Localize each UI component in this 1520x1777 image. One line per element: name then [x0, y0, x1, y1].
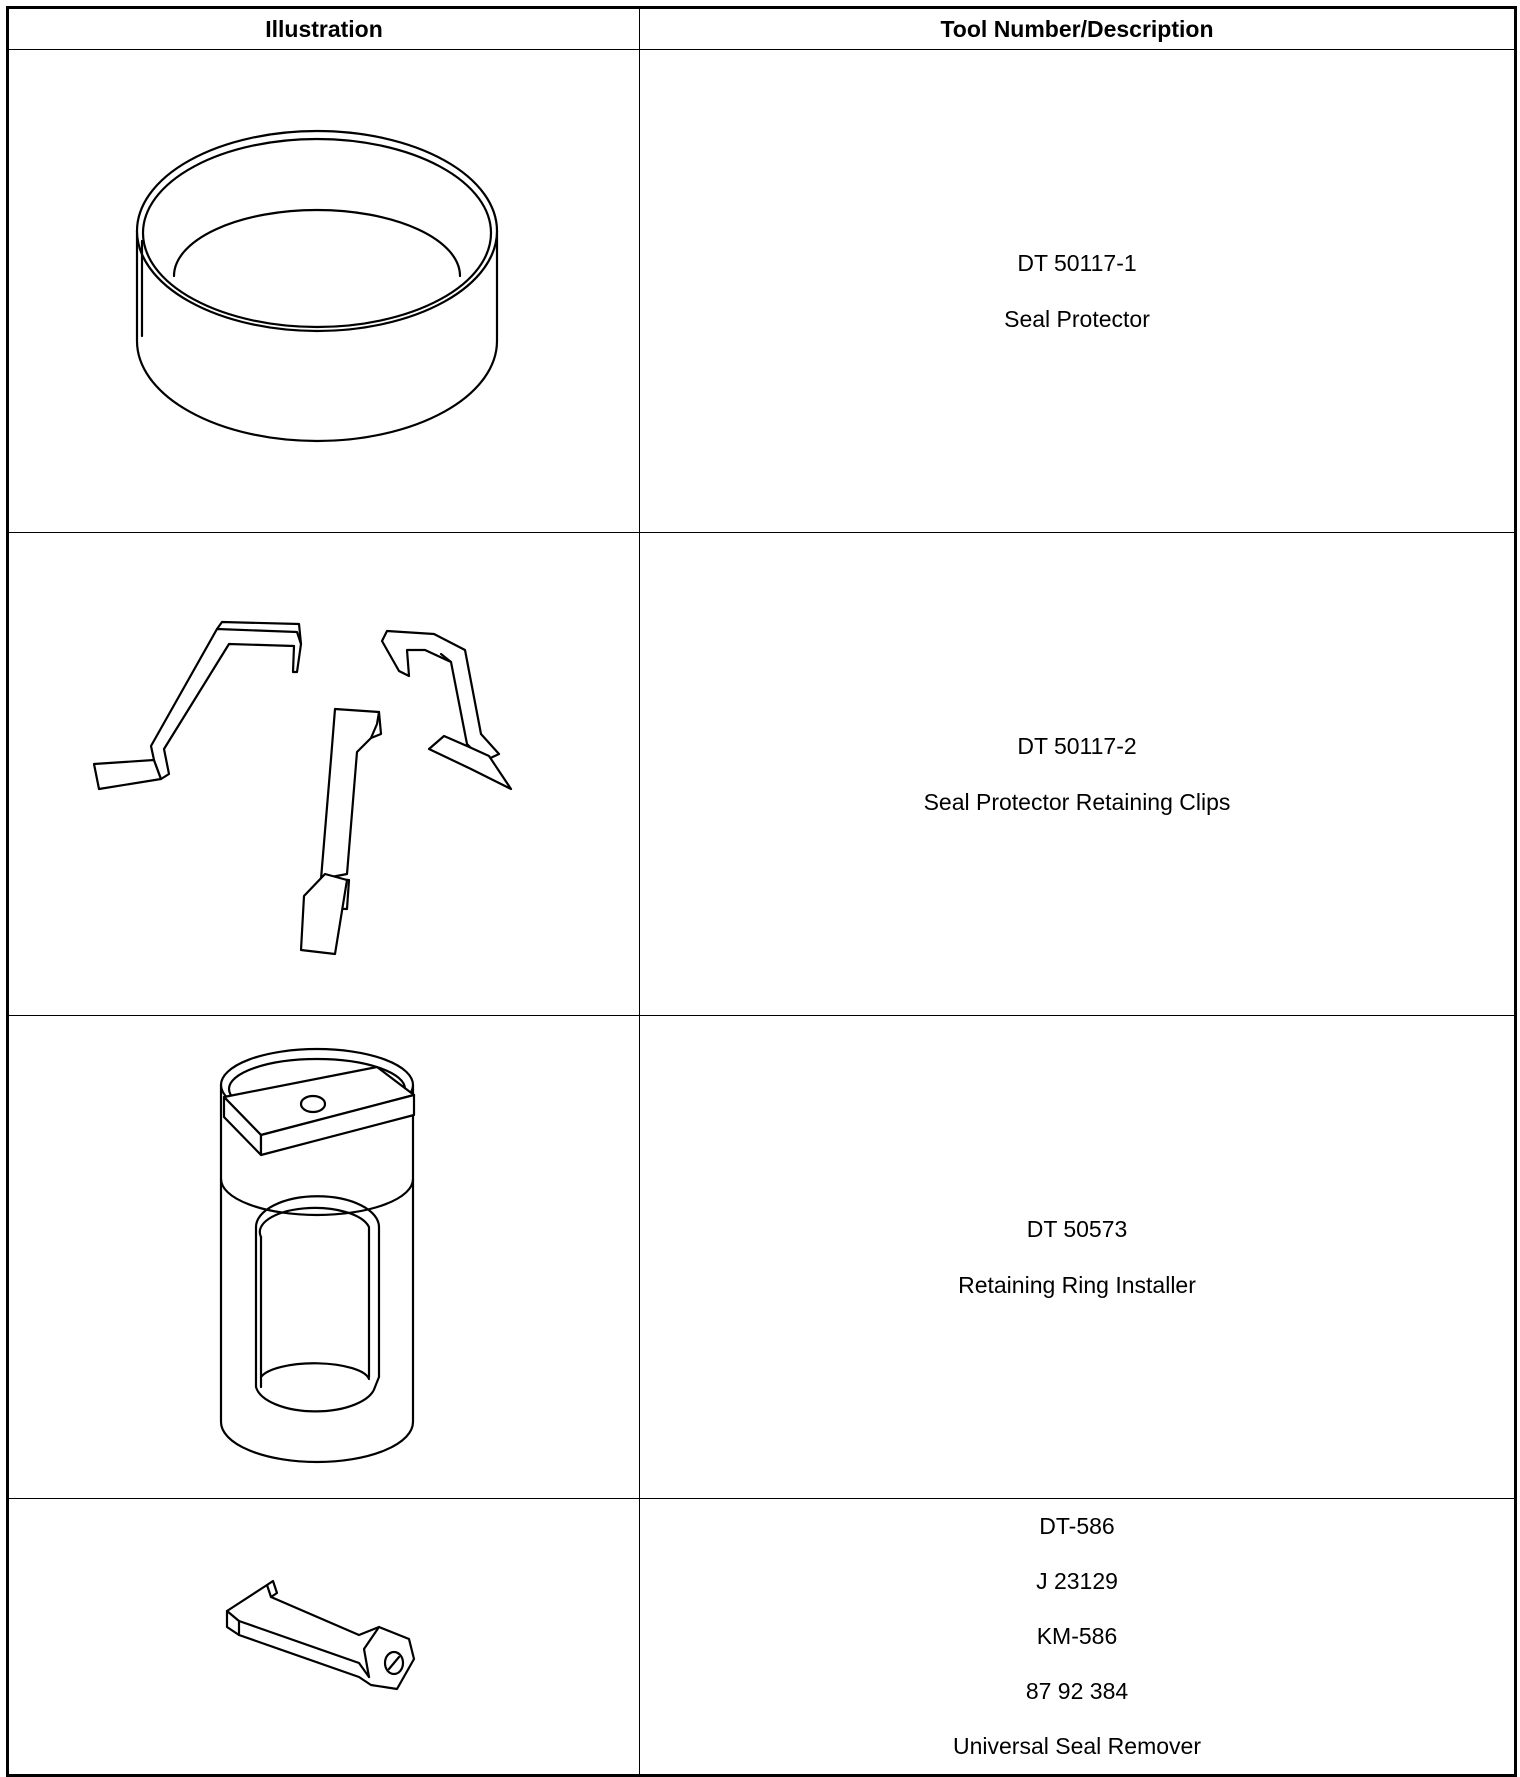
tool-description-cell [640, 533, 1516, 1016]
tool-number: DT 50573 [1026, 1216, 1128, 1242]
tool-description: Retaining Ring Installer [958, 1272, 1196, 1298]
tool-description: Universal Seal Remover [953, 1733, 1201, 1759]
tool-number-alt: J 23129 [1036, 1568, 1118, 1594]
table-row [8, 1016, 1516, 1499]
tool-description-cell [640, 1016, 1516, 1499]
tool-number: DT-586 [1039, 1513, 1115, 1539]
retaining-clips-drawing [89, 574, 559, 974]
tool-number-alt: KM-586 [1036, 1623, 1118, 1649]
illustration-cell [8, 50, 640, 533]
tool-description-cell [640, 50, 1516, 533]
tool-description-cell [640, 1499, 1516, 1776]
table-row [8, 533, 1516, 1016]
tool-number-alt: 87 92 384 [1025, 1678, 1129, 1704]
tool-number: DT 50117-1 [1017, 250, 1137, 276]
illustration-cell [8, 1499, 640, 1776]
special-tools-table [6, 6, 1517, 1777]
table-row [8, 1499, 1516, 1776]
illustration-column-header: Illustration [8, 8, 640, 50]
illustration-cell [8, 533, 640, 1016]
ring-installer-drawing [209, 1037, 439, 1477]
tool-number: DT 50117-2 [1017, 733, 1137, 759]
seal-remover-drawing [209, 1577, 439, 1697]
seal-protector-drawing [114, 126, 534, 456]
tool-description: Seal Protector [1004, 306, 1150, 332]
tool-column-header: Tool Number/Description [640, 8, 1516, 50]
illustration-cell [8, 1016, 640, 1499]
table-row [8, 50, 1516, 533]
header-row [8, 8, 1516, 50]
tool-description: Seal Protector Retaining Clips [923, 789, 1231, 815]
